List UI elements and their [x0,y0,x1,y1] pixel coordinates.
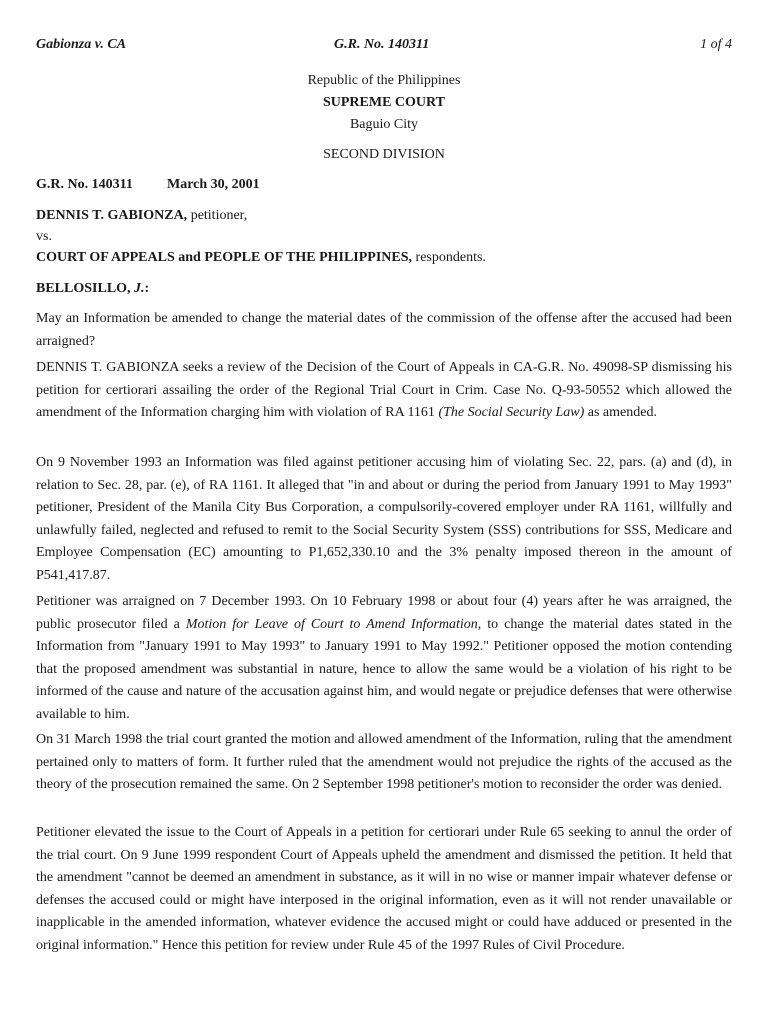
ponente-title: J. [134,281,145,296]
court-name: SUPREME COURT [322,95,445,110]
court-division: SECOND DIVISION [323,147,445,162]
paragraph-review-law-title: (The Social Security Law) [438,405,585,420]
petitioner-name: DENNIS T. GABIONZA, [36,208,188,223]
petitioner-line [36,208,247,224]
respondents-line [36,250,486,266]
case-gr-number: G.R. No. 140311 [36,177,133,192]
petitioner-role: petitioner, [187,208,248,223]
paragraph-arraignment-text-a: Petitioner was arraigned on 7 December 1993. On 10 February 1998 or about four (4) years after he was arraigned, the public prosecutor filed a [36,594,732,632]
respondents-role: respondents. [412,250,486,265]
paragraph-information: On 9 November 1993 an Information was filed against petitioner accusing him of violating Sec. 22, pars. (a) and (d), in relation to Sec. 28, par. (e), of RA 1161. It alleged that "in and about or during the period from January 1991 to May 1993" petitioner, President of the Manila City Bus Corporation, a compulsorily-covered employer under RA 1161, willfully and unlawfully failed, neglected and refused to remit to the Social Security System (SSS) contributions for SSS, Medicare and Employee Compensation (EC) amounting to P1,652,330.10 and the 3% penalty imposed thereon in the amount of P541,417.87. [36,455,732,583]
header-case-short: Gabionza v. CA [36,37,127,52]
paragraph-court-of-appeals: Petitioner elevated the issue to the Court of Appeals in a petition for certiorari under Rule 65 seeking to annul the order of the trial court. On 9 June 1999 respondent Court of Appeals upheld the amendment and dismissed the petition. It held that the amendment "cannot be deemed an amendment in substance, as it will in no wise or manner impair whatever defense or defenses the accused could or might have interposed in the original information, even as it will not render unavailable or inapplicable in the amended information, whatever evidence the accused might or could have adduced or presented in the original information." Hence this petition for review under Rule 45 of the 1997 Rules of Civil Procedure. [36,825,732,953]
header-page-label: 1 of 4 [700,37,732,52]
paragraph-review-text-a: DENNIS T. GABIONZA seeks a review of the Decision of the Court of Appeals in CA-G.R. No. 49098-SP dismissing his petition for certiorari assailing the order of the Regional Trial Court in Crim. Case No. Q-93-50552 which allowed the amendment of the Information charging him with violation of RA 1161 [36,360,732,420]
paragraph-arraignment [36,591,732,726]
paragraph-arraignment-text-b: to change the material dates stated in the Information from "January 1991 to May 1993" to January 1991 to May 1992." Petitioner opposed the motion contending that the proposed amendment was substantial in nature, hence to allow the same would be a violation of his right to be informed of the cause and nature of the accusation against him, and would negate or prejudice defenses that were otherwise available to him. [36,616,732,722]
case-date: March 30, 2001 [167,177,260,192]
paragraph-review [36,357,732,425]
ponente-name: BELLOSILLO, [36,281,131,296]
paragraph-trial-court: On 31 March 1998 the trial court granted the motion and allowed amendment of the Information, ruling that the amendment pertained only to matters of form. It further ruled that the amendment would not prejudice the rights of the accused as the theory of the prosecution remained the same. On 2 September 1998 petitioner's motion to reconsider the order was denied. [36,732,732,792]
paragraph-arraignment-motion-title: Motion for Leave of Court to Amend Information, [185,616,482,632]
ponente-line [36,281,149,297]
court-location: Baguio City [349,117,419,132]
running-header [36,37,732,57]
ponente-colon: : [144,281,150,296]
respondents-name: COURT OF APPEALS and PEOPLE OF THE PHILIPPINES, [36,250,413,265]
versus: vs. [36,229,52,244]
court-republic: Republic of the Philippines [307,73,461,88]
paragraph-question: May an Information be amended to change the material dates of the commission of the offense after the accused had been arraigned? [36,311,732,349]
paragraph-review-text-b: as amended. [584,405,657,420]
header-gr-number: G.R. No. 140311 [334,37,430,52]
